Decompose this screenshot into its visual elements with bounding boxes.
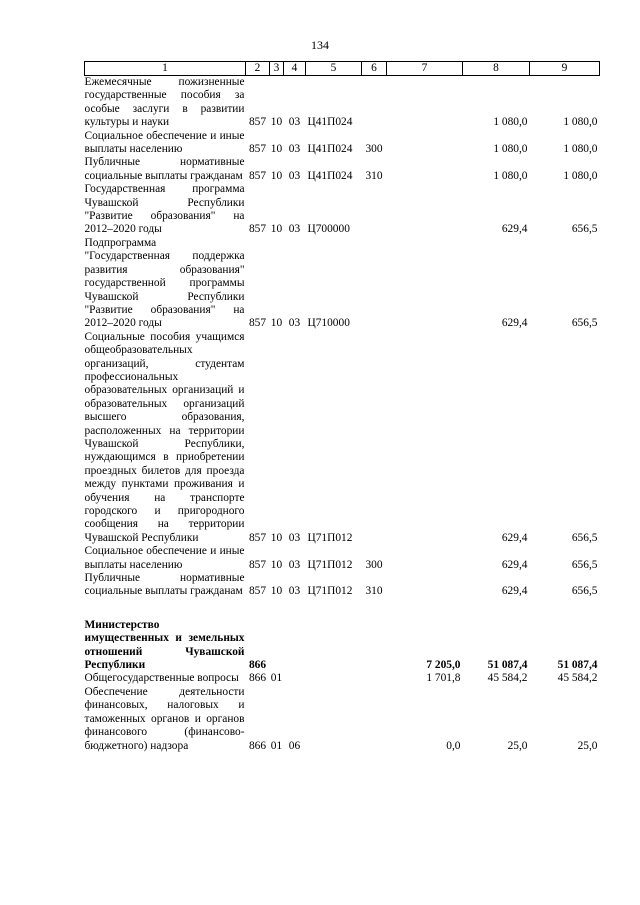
row-section-code: 10: [270, 169, 283, 182]
row-value-col9: 1 080,0: [563, 143, 598, 156]
row-target-article: Ц700000: [307, 223, 350, 236]
header-cell-4: 4: [284, 62, 306, 76]
row-target-article: Ц71П012: [307, 585, 353, 598]
table-row: [85, 183, 600, 237]
row-value-col8: 1 080,0: [493, 143, 528, 156]
row-value-col7: 0,0: [446, 739, 461, 752]
row-value-col9: 656,5: [571, 558, 598, 571]
row-section-code: [270, 619, 284, 673]
row-value-col9: 656,5: [571, 585, 598, 598]
row-value-col8: 629,4: [501, 558, 528, 571]
row-expense-type: [362, 183, 387, 237]
row-subsection-code: [284, 619, 306, 673]
row-ministry-code: 857: [248, 585, 267, 598]
header-cell-6: 6: [362, 62, 387, 76]
row-value-col9: 1 080,0: [563, 116, 598, 129]
row-value-col8: 629,4: [501, 223, 528, 236]
row-subsection-code: 03: [288, 558, 301, 571]
row-ministry-code: 866: [248, 739, 267, 752]
row-section-code: 10: [270, 143, 283, 156]
table-row: [85, 156, 600, 183]
table-row: [85, 686, 600, 753]
table-row: [85, 331, 600, 546]
row-target-article: Ц41П024: [307, 143, 353, 156]
row-target-article: Ц41П024: [307, 169, 353, 182]
row-section-code: 10: [270, 223, 283, 236]
row-expense-type: [362, 686, 387, 753]
row-target-article: Ц71П012: [307, 558, 353, 571]
row-expense-type: 310: [365, 169, 383, 182]
row-subsection-code: 03: [288, 317, 301, 330]
row-expense-type: [362, 672, 387, 685]
row-value-col7: [387, 545, 463, 572]
row-subsection-code: 06: [288, 739, 301, 752]
row-section-code: 01: [270, 739, 283, 752]
row-ministry-code: 857: [248, 223, 267, 236]
table-row: [85, 545, 600, 572]
row-target-article: [306, 686, 362, 753]
table-row: [85, 619, 600, 673]
header-cell-3: 3: [270, 62, 284, 76]
budget-table-container: [84, 61, 600, 753]
row-value-col8: 629,4: [501, 317, 528, 330]
row-value-col7: [387, 572, 463, 599]
row-subsection-code: 03: [288, 531, 301, 544]
header-cell-5: 5: [306, 62, 362, 76]
row-subsection-code: 03: [288, 143, 301, 156]
row-expense-type: 300: [365, 558, 383, 571]
row-ministry-code: 857: [248, 169, 267, 182]
spacer-row: [85, 599, 600, 619]
row-expense-type: [362, 76, 387, 130]
row-subsection-code: [284, 672, 306, 685]
row-expense-type: 310: [365, 585, 383, 598]
row-expense-type: [362, 331, 387, 546]
table-body: [85, 76, 600, 753]
row-expense-type: [362, 237, 387, 331]
row-value-col8: 51 087,4: [487, 659, 528, 672]
table-row: [85, 130, 600, 157]
row-value-col9: 656,5: [571, 223, 598, 236]
row-name: Государственная программа Чувашской Республики "Развитие образования" на 2012–2020 годы: [84, 183, 245, 236]
row-value-col7: [387, 76, 463, 130]
row-ministry-code: 857: [248, 531, 267, 544]
row-value-col7: [387, 183, 463, 237]
row-value-col9: 656,5: [571, 531, 598, 544]
row-ministry-code: 857: [248, 558, 267, 571]
header-cell-2: 2: [246, 62, 270, 76]
row-value-col8: 629,4: [501, 585, 528, 598]
row-name: Публичные нормативные социальные выплаты гражданам: [84, 156, 245, 182]
row-subsection-code: 03: [288, 223, 301, 236]
row-section-code: 10: [270, 531, 283, 544]
row-value-col7: 1 701,8: [426, 672, 461, 685]
row-name: Подпрограмма "Государственная поддержка развития образования" государственной программы Чувашской Республики "Развитие образования" на 2012–2020 годы: [84, 236, 245, 330]
row-ministry-code: 857: [248, 317, 267, 330]
row-value-col7: 7 205,0: [426, 659, 461, 672]
row-section-code: 01: [270, 672, 283, 685]
row-section-code: 10: [270, 558, 283, 571]
row-name: Ежемесячные пожизненные государственные пособия за особые заслуги в развитии культуры и науки: [84, 76, 245, 129]
row-name: Социальные пособия учащимся общеобразовательных организаций, студентам профессиональных образовательных организаций и образовательных организаций высшего образования, расположенных на территории Чувашской Республики, нуждающимся в приобретении проездных билетов для проезда между пунктами проживания и обучения на транспорте городского и пригородного сообщения на территории Чувашской Республики: [84, 330, 245, 544]
row-target-article: Ц71П012: [307, 531, 353, 544]
row-ministry-code: 857: [248, 143, 267, 156]
row-value-col8: 1 080,0: [493, 116, 528, 129]
row-value-col8: 45 584,2: [487, 672, 528, 685]
table-row: [85, 672, 600, 685]
row-subsection-code: 03: [288, 585, 301, 598]
row-section-code: 10: [270, 585, 283, 598]
row-expense-type: 300: [365, 143, 383, 156]
row-value-col7: [387, 156, 463, 183]
header-cell-9: 9: [530, 62, 600, 76]
table-row: [85, 237, 600, 331]
table-row: [85, 572, 600, 599]
row-expense-type: [362, 619, 387, 673]
header-cell-1: 1: [85, 62, 246, 76]
row-value-col9: 656,5: [571, 317, 598, 330]
page-number: 134: [311, 38, 329, 52]
row-subsection-code: 03: [288, 116, 301, 129]
row-value-col7: [387, 331, 463, 546]
row-value-col9: 45 584,2: [557, 672, 598, 685]
row-value-col8: 629,4: [501, 531, 528, 544]
row-name: Социальное обеспечение и иные выплаты населению: [84, 129, 245, 156]
row-name: Публичные нормативные социальные выплаты гражданам: [84, 572, 245, 598]
header-row: [85, 62, 600, 76]
row-ministry-code: 866: [248, 672, 267, 685]
row-section-code: 10: [270, 116, 283, 129]
row-target-article: [306, 672, 362, 685]
row-value-col8: 25,0: [507, 739, 528, 752]
row-section-code: 10: [270, 317, 283, 330]
row-name: Социальное обеспечение и иные выплаты населению: [84, 545, 245, 571]
row-target-article: Ц41П024: [307, 116, 353, 129]
row-target-article: [306, 619, 362, 673]
row-value-col7: [387, 130, 463, 157]
spacer-cell: [85, 599, 600, 619]
table-header: [85, 62, 600, 76]
row-ministry-code: 857: [248, 116, 267, 129]
row-value-col9: 25,0: [577, 739, 598, 752]
row-subsection-code: 03: [288, 169, 301, 182]
row-value-col9: 51 087,4: [557, 659, 598, 672]
row-value-col8: 1 080,0: [493, 169, 528, 182]
row-name: Общегосударственные вопросы: [84, 672, 239, 685]
row-ministry-code: 866: [248, 659, 267, 672]
row-name: Министерство имущественных и земельных отношений Чувашской Республики: [84, 618, 245, 672]
row-target-article: Ц710000: [307, 317, 350, 330]
row-value-col7: [387, 237, 463, 331]
row-value-col9: 1 080,0: [563, 169, 598, 182]
header-cell-8: 8: [463, 62, 530, 76]
row-name: Обеспечение деятельности финансовых, налоговых и таможенных органов и органов финансового (финансово-бюджетного) надзора: [84, 685, 245, 752]
header-cell-7: 7: [387, 62, 463, 76]
budget-table: [84, 61, 600, 753]
table-row: [85, 76, 600, 130]
